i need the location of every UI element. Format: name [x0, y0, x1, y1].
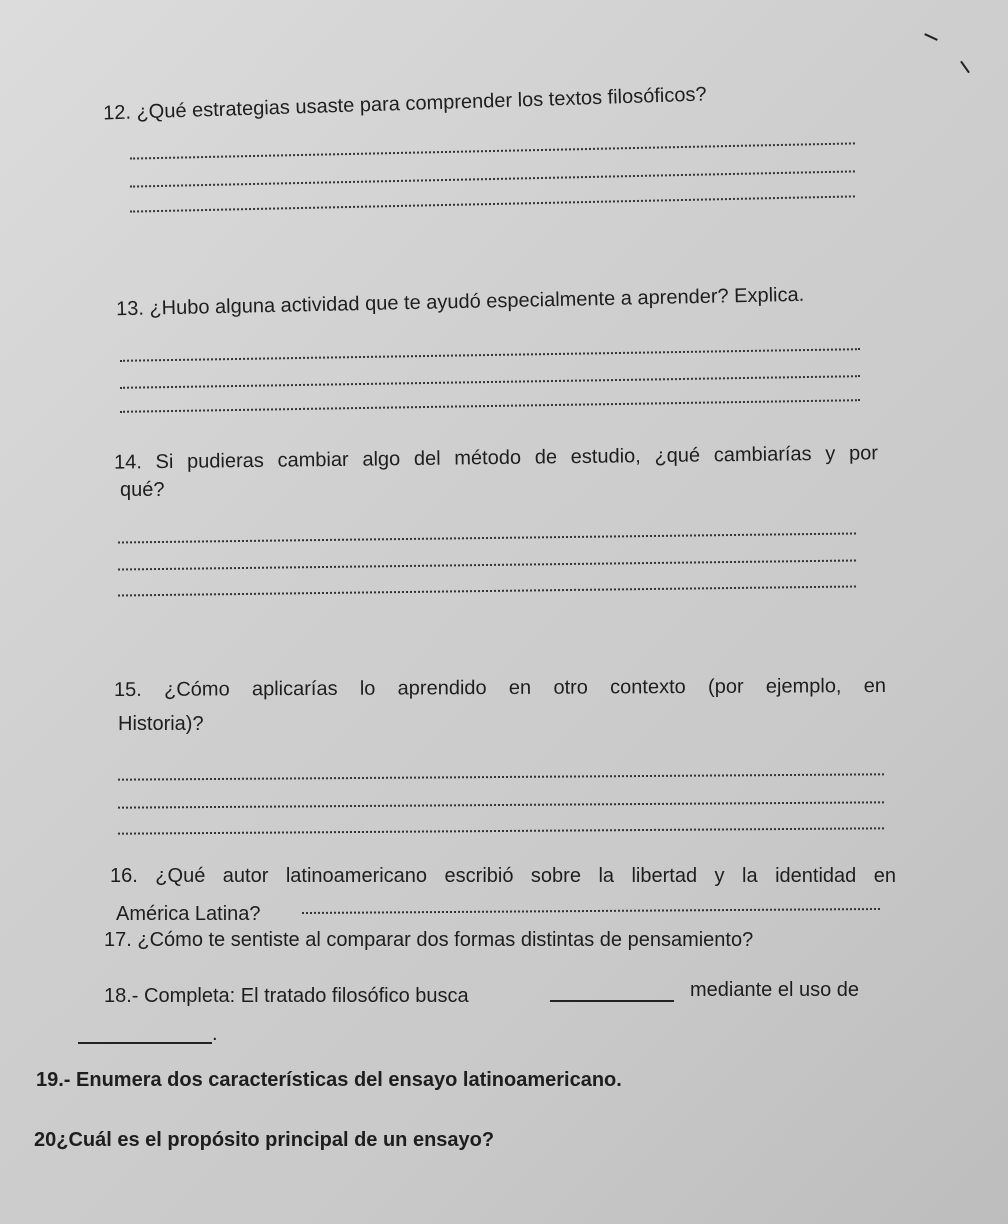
- question-19: [36, 1064, 622, 1096]
- question-15: [114, 670, 886, 706]
- question-text: qué?: [120, 479, 165, 501]
- question-text: ¿Hubo alguna actividad que te ayudó especialmente a aprender? Explica.: [149, 283, 805, 320]
- answer-line[interactable]: [130, 170, 855, 187]
- question-number: 15.: [113, 678, 142, 702]
- answer-line[interactable]: [120, 348, 860, 362]
- answer-line[interactable]: [118, 801, 884, 808]
- answer-line[interactable]: [118, 585, 856, 596]
- question-17: [104, 924, 753, 956]
- answer-line[interactable]: [120, 375, 860, 389]
- question-number: 13.: [115, 297, 145, 321]
- answer-line[interactable]: [118, 773, 884, 780]
- question-number: 18.-: [104, 985, 139, 1007]
- question-text: ¿Qué estrategias usaste para comprender los textos filosóficos?: [136, 83, 707, 124]
- question-number: 19.-: [36, 1069, 71, 1091]
- answer-line[interactable]: [130, 142, 855, 159]
- pen-mark: [924, 33, 938, 41]
- question-14: [114, 437, 878, 478]
- question-18-part2: [690, 974, 859, 1006]
- question-16: [110, 860, 896, 892]
- question-text: ¿Cómo aplicarías lo aprendido en otro contexto (por ejemplo, en: [164, 674, 887, 701]
- question-text: ¿Cuál es el propósito principal de un ensayo?: [56, 1129, 495, 1151]
- question-number: 14.: [113, 451, 142, 474]
- question-text: Historia)?: [118, 713, 204, 735]
- answer-line[interactable]: [120, 399, 860, 413]
- question-14-continued: [120, 474, 165, 506]
- question-text: Enumera dos características del ensayo latinoamericano.: [76, 1069, 622, 1091]
- question-number: 16.: [110, 865, 138, 887]
- question-number: 17.: [104, 929, 132, 951]
- fill-in-blank[interactable]: [550, 978, 674, 1002]
- question-number: 12.: [102, 101, 132, 125]
- pen-mark: [960, 61, 970, 74]
- question-18: [104, 980, 469, 1012]
- answer-line[interactable]: [118, 532, 856, 543]
- question-number: 20: [34, 1129, 57, 1151]
- question-13: [116, 279, 805, 325]
- question-text: ¿Cómo te sentiste al comparar dos formas distintas de pensamiento?: [137, 929, 754, 951]
- answer-line[interactable]: [130, 195, 855, 212]
- answer-line[interactable]: [302, 908, 880, 914]
- question-20: [34, 1124, 494, 1156]
- answer-line[interactable]: [118, 827, 884, 834]
- answer-line[interactable]: [118, 559, 856, 570]
- question-text: mediante el uso de: [690, 979, 860, 1001]
- question-18-end: [212, 1018, 218, 1050]
- question-text: Si pudieras cambiar algo del método de estudio, ¿qué cambiarías y por: [155, 442, 879, 474]
- question-text: Completa: El tratado filosófico busca: [144, 985, 469, 1007]
- question-12: [103, 79, 707, 130]
- question-text: ¿Qué autor latinoamericano escribió sobre la libertad y la identidad en: [155, 865, 896, 887]
- question-text: .: [212, 1023, 218, 1045]
- fill-in-blank[interactable]: [78, 1020, 212, 1044]
- question-15-continued: [118, 708, 204, 740]
- question-text: América Latina?: [116, 903, 261, 925]
